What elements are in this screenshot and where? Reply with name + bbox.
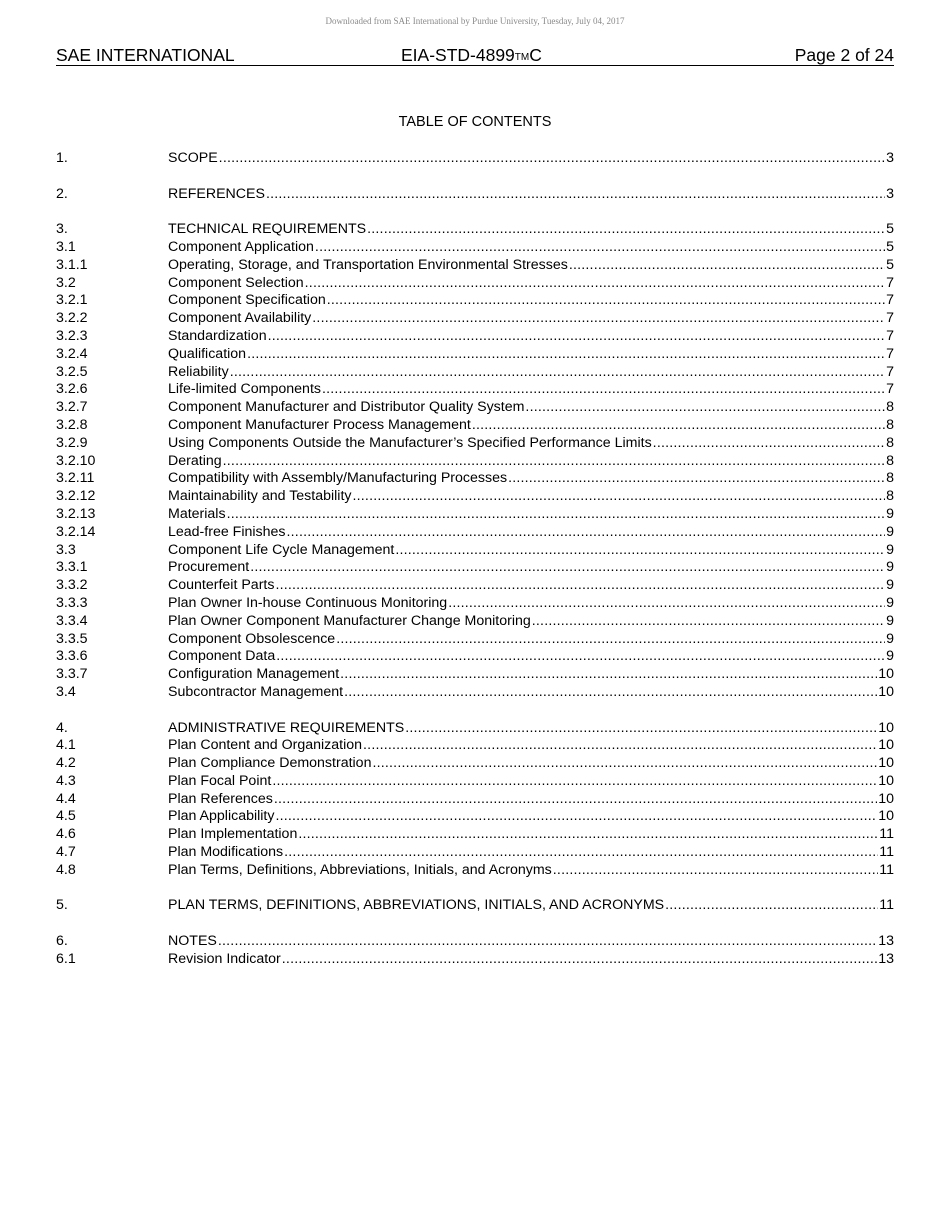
toc-entry-number: 3.4 (56, 683, 76, 700)
dot-leader (219, 150, 885, 168)
toc-entry-title: Procurement (168, 559, 250, 576)
toc-entry[interactable] (56, 186, 894, 204)
toc-entry[interactable] (56, 470, 894, 488)
toc-entry[interactable] (56, 595, 894, 613)
toc-entry-title: Life-limited Components (168, 381, 321, 398)
toc-entry-title: Plan Compliance Demonstration (168, 755, 372, 772)
toc-entry-title: Component Application (168, 238, 314, 255)
toc-entry-number: 3.2.5 (56, 363, 88, 380)
toc-entry[interactable] (56, 684, 894, 702)
toc-entry[interactable] (56, 648, 894, 666)
toc-entry[interactable] (56, 399, 894, 417)
toc-entry[interactable] (56, 577, 894, 595)
toc-entry-page: 5 (886, 238, 894, 255)
toc-title: TABLE OF CONTENTS (398, 114, 552, 130)
dot-leader (276, 648, 885, 666)
dot-leader (275, 577, 885, 595)
toc-entry[interactable] (56, 951, 894, 969)
toc-entry-title: SCOPE (168, 150, 218, 166)
dot-leader (218, 933, 877, 951)
toc-entry-number: 3.2.3 (56, 327, 88, 344)
toc-entry-number: 4.2 (56, 755, 76, 772)
toc-entry-number: 4.4 (56, 790, 76, 807)
toc-entry-title: Reliability (168, 363, 229, 380)
toc-entry-page: 10 (878, 737, 894, 754)
toc-entry-title: Derating (168, 452, 222, 469)
dot-leader (395, 542, 885, 560)
toc-entry[interactable] (56, 791, 894, 809)
dot-leader (472, 417, 885, 435)
dot-leader (336, 631, 885, 649)
toc-entry-page: 9 (886, 630, 894, 647)
dot-leader (230, 364, 885, 382)
toc-entry-page: 7 (886, 345, 894, 362)
toc-entry-number: 3.2.10 (56, 452, 96, 469)
toc-entry-title: Revision Indicator (168, 950, 281, 967)
toc-entry[interactable] (56, 239, 894, 257)
toc-entry-number: 3.3.2 (56, 577, 88, 594)
dot-leader (353, 488, 886, 506)
standard-prefix: EIA-STD-4899 (401, 45, 515, 65)
toc-entry-page: 9 (886, 505, 894, 522)
toc-entry[interactable] (56, 417, 894, 435)
toc-entry[interactable] (56, 631, 894, 649)
toc-entry-title: Plan Applicability (168, 808, 275, 825)
toc-entry[interactable] (56, 435, 894, 453)
dot-leader (250, 559, 885, 577)
toc-entry[interactable] (56, 346, 894, 364)
toc-entry-number: 4.1 (56, 737, 76, 754)
dot-leader (653, 435, 885, 453)
dot-leader (344, 684, 877, 702)
toc-entry-page: 7 (886, 327, 894, 344)
dot-leader (367, 221, 885, 239)
dot-leader (274, 791, 877, 809)
toc-entry-title: Lead-free Finishes (168, 523, 286, 540)
toc-entry[interactable] (56, 755, 894, 773)
toc-entry[interactable] (56, 737, 894, 755)
toc-entry[interactable] (56, 666, 894, 684)
dot-leader (448, 595, 885, 613)
toc-entry-title: Component Obsolescence (168, 630, 336, 647)
dot-leader (340, 666, 877, 684)
toc-entry-page: 5 (886, 256, 894, 273)
toc-entry-number: 3.3.3 (56, 594, 88, 611)
toc-entry-page: 8 (886, 399, 894, 416)
trademark-mark: TM (514, 52, 530, 63)
dot-leader (508, 470, 885, 488)
toc-entry-page: 10 (878, 755, 894, 772)
toc-entry[interactable] (56, 150, 894, 168)
dot-leader (284, 844, 878, 862)
dot-leader (282, 951, 877, 969)
toc-entry[interactable] (56, 364, 894, 382)
toc-entry-number: 3.2.13 (56, 505, 96, 522)
toc-entry[interactable] (56, 506, 894, 524)
toc-entry-number: 3.2 (56, 274, 76, 291)
toc-entry-page: 9 (886, 541, 894, 558)
toc-entry-title: TECHNICAL REQUIREMENTS (168, 221, 367, 238)
toc-entry-number: 3.1 (56, 238, 76, 255)
toc-entry-page: 3 (886, 150, 894, 166)
toc-entry-title: Component Availability (168, 310, 312, 327)
dot-leader (315, 239, 885, 257)
toc-entry[interactable] (56, 488, 894, 506)
toc-entry-title: Plan References (168, 790, 273, 807)
toc-entry-title: Maintainability and Testability (168, 488, 352, 505)
dot-leader (272, 773, 877, 791)
toc-entry[interactable] (56, 808, 894, 826)
toc-entry-title: Plan Focal Point (168, 772, 272, 789)
toc-entry-number: 3.2.7 (56, 399, 88, 416)
dot-leader (266, 186, 885, 204)
toc-entry-number: 3.2.8 (56, 416, 88, 433)
toc-entry-page: 7 (886, 363, 894, 380)
dot-leader (247, 346, 885, 364)
toc-entry-title: Component Selection (168, 274, 304, 291)
toc-entry-page: 8 (886, 416, 894, 433)
toc-entry-title: PLAN TERMS, DEFINITIONS, ABBREVIATIONS, INITIALS, AND ACRONYMS (168, 897, 665, 914)
toc-entry-title: Standardization (168, 327, 267, 344)
toc-entry-title: ADMINISTRATIVE REQUIREMENTS (168, 719, 405, 736)
toc-entry-number: 4.6 (56, 826, 76, 843)
toc-entry-page: 11 (879, 826, 894, 843)
page-number: Page 2 of 24 (794, 45, 894, 65)
toc-entry-number: 3.2.11 (56, 470, 95, 487)
toc-entry-title: Plan Content and Organization (168, 737, 363, 754)
toc-entry-title: Plan Modifications (168, 844, 284, 861)
toc-entry-number: 3.2.12 (56, 488, 96, 505)
dot-leader (322, 381, 885, 399)
toc-entry[interactable] (56, 720, 894, 738)
toc-entry-page: 9 (886, 577, 894, 594)
organization-name: SAE INTERNATIONAL (56, 45, 235, 65)
dot-leader (665, 897, 878, 915)
toc-entry-page: 8 (886, 452, 894, 469)
toc-entry[interactable] (56, 257, 894, 275)
toc-entry-page: 11 (879, 861, 894, 878)
toc-entry-title: Qualification (168, 345, 247, 362)
toc-entry[interactable] (56, 773, 894, 791)
toc-entry-page: 9 (886, 594, 894, 611)
toc-entry[interactable] (56, 613, 894, 631)
toc-entry-page: 9 (886, 612, 894, 629)
toc-entry-page: 13 (878, 933, 894, 950)
toc-entry-title: Plan Terms, Definitions, Abbreviations, Initials, and Acronyms (168, 861, 552, 878)
toc-entry[interactable] (56, 328, 894, 346)
dot-leader (227, 506, 886, 524)
toc-entry-number: 3.2.14 (56, 523, 96, 540)
toc-entry-page: 10 (878, 719, 894, 736)
toc-entry-title: Plan Owner In-house Continuous Monitoring (168, 594, 448, 611)
toc-entry-title: Subcontractor Management (168, 683, 344, 700)
toc-entry-page: 13 (878, 950, 894, 967)
toc-entry-title: Component Specification (168, 292, 326, 309)
page-header (56, 45, 894, 66)
toc-entry-page: 10 (878, 772, 894, 789)
toc-entry-page: 9 (886, 648, 894, 665)
toc-entry-number: 2. (56, 185, 68, 202)
download-watermark: Downloaded from SAE International by Purdue University, Tuesday, July 04, 2017 (325, 16, 625, 26)
toc-entry-number: 3.2.6 (56, 381, 88, 398)
toc-entry-page: 10 (878, 683, 894, 700)
toc-entry-page: 8 (886, 434, 894, 451)
toc-entry-number: 3.3.4 (56, 612, 88, 629)
toc-entry-page: 10 (878, 808, 894, 825)
toc-entry-title: REFERENCES (168, 185, 265, 202)
toc-entry-number: 5. (56, 897, 68, 914)
toc-entry-title: Plan Owner Component Manufacturer Change Monitoring (168, 612, 531, 629)
toc-entry-number: 3.1.1 (56, 256, 88, 273)
toc-entry-title: Component Life Cycle Management (168, 541, 395, 558)
toc-entry-page: 7 (886, 381, 894, 398)
standard-number (401, 45, 542, 66)
toc-entry-number: 3.3.6 (56, 648, 88, 665)
toc-entry-page: 8 (886, 470, 894, 487)
toc-entry-page: 9 (886, 523, 894, 540)
toc-entry-number: 3.3.1 (56, 559, 88, 576)
dot-leader (305, 275, 885, 293)
toc-entry-title: Compatibility with Assembly/Manufacturing Processes (168, 470, 508, 487)
toc-entry-number: 3.2.2 (56, 310, 88, 327)
toc-entry-page: 3 (886, 185, 894, 202)
dot-leader (223, 453, 885, 471)
dot-leader (298, 826, 878, 844)
toc-entry-title: Plan Implementation (168, 826, 298, 843)
toc-entry-title: Component Manufacturer and Distributor Quality System (168, 399, 525, 416)
toc-entry[interactable] (56, 381, 894, 399)
toc-entry-page: 8 (886, 488, 894, 505)
toc-entry-page: 7 (886, 274, 894, 291)
toc-entry-number: 3. (56, 221, 68, 238)
dot-leader (287, 524, 886, 542)
toc-entry[interactable] (56, 862, 894, 880)
toc-entry-title: NOTES (168, 933, 217, 950)
toc-entry[interactable] (56, 933, 894, 951)
toc-entry-number: 3.2.1 (56, 292, 88, 309)
toc-entry-page: 11 (879, 844, 894, 861)
dot-leader (569, 257, 885, 275)
toc-entry-title: Component Manufacturer Process Management (168, 416, 471, 433)
toc-entry-number: 4.8 (56, 861, 76, 878)
toc-entry[interactable] (56, 275, 894, 293)
toc-entry[interactable] (56, 559, 894, 577)
dot-leader (532, 613, 885, 631)
dot-leader (275, 808, 877, 826)
toc-entry-number: 6. (56, 933, 68, 950)
toc-entry-page: 5 (886, 221, 894, 238)
toc-entry-number: 3.3.7 (56, 666, 88, 683)
toc-entry-number: 6.1 (56, 950, 76, 967)
toc-entry-number: 4.7 (56, 844, 76, 861)
toc-entry-title: Operating, Storage, and Transportation Environmental Stresses (168, 256, 568, 273)
table-of-contents (56, 150, 894, 969)
toc-entry-number: 1. (56, 150, 68, 166)
toc-entry-number: 3.3.5 (56, 630, 88, 647)
toc-entry-page: 7 (886, 292, 894, 309)
toc-entry-number: 4.3 (56, 772, 76, 789)
dot-leader (405, 720, 877, 738)
standard-suffix: C (529, 45, 542, 65)
dot-leader (525, 399, 885, 417)
toc-entry-title: Counterfeit Parts (168, 577, 275, 594)
toc-entry[interactable] (56, 897, 894, 915)
toc-entry[interactable] (56, 844, 894, 862)
toc-entry-page: 9 (886, 559, 894, 576)
dot-leader (363, 737, 877, 755)
toc-entry-page: 7 (886, 310, 894, 327)
toc-entry[interactable] (56, 453, 894, 471)
toc-entry-page: 10 (878, 666, 894, 683)
toc-entry-page: 11 (879, 897, 894, 914)
toc-entry-title: Component Data (168, 648, 276, 665)
toc-entry-number: 4. (56, 719, 68, 736)
toc-entry-number: 4.5 (56, 808, 76, 825)
toc-entry-page: 10 (878, 790, 894, 807)
toc-entry[interactable] (56, 524, 894, 542)
toc-entry-number: 3.3 (56, 541, 76, 558)
toc-entry[interactable] (56, 310, 894, 328)
dot-leader (312, 310, 885, 328)
toc-entry[interactable] (56, 542, 894, 560)
toc-entry-number: 3.2.9 (56, 434, 88, 451)
toc-entry[interactable] (56, 826, 894, 844)
toc-entry-number: 3.2.4 (56, 345, 88, 362)
toc-entry[interactable] (56, 221, 894, 239)
toc-entry-title: Materials (168, 505, 226, 522)
dot-leader (327, 292, 885, 310)
toc-entry-title: Using Components Outside the Manufacturer’s Specified Performance Limits (168, 434, 652, 451)
toc-entry-title: Configuration Management (168, 666, 340, 683)
dot-leader (372, 755, 877, 773)
toc-entry[interactable] (56, 292, 894, 310)
dot-leader (268, 328, 886, 346)
dot-leader (553, 862, 878, 880)
